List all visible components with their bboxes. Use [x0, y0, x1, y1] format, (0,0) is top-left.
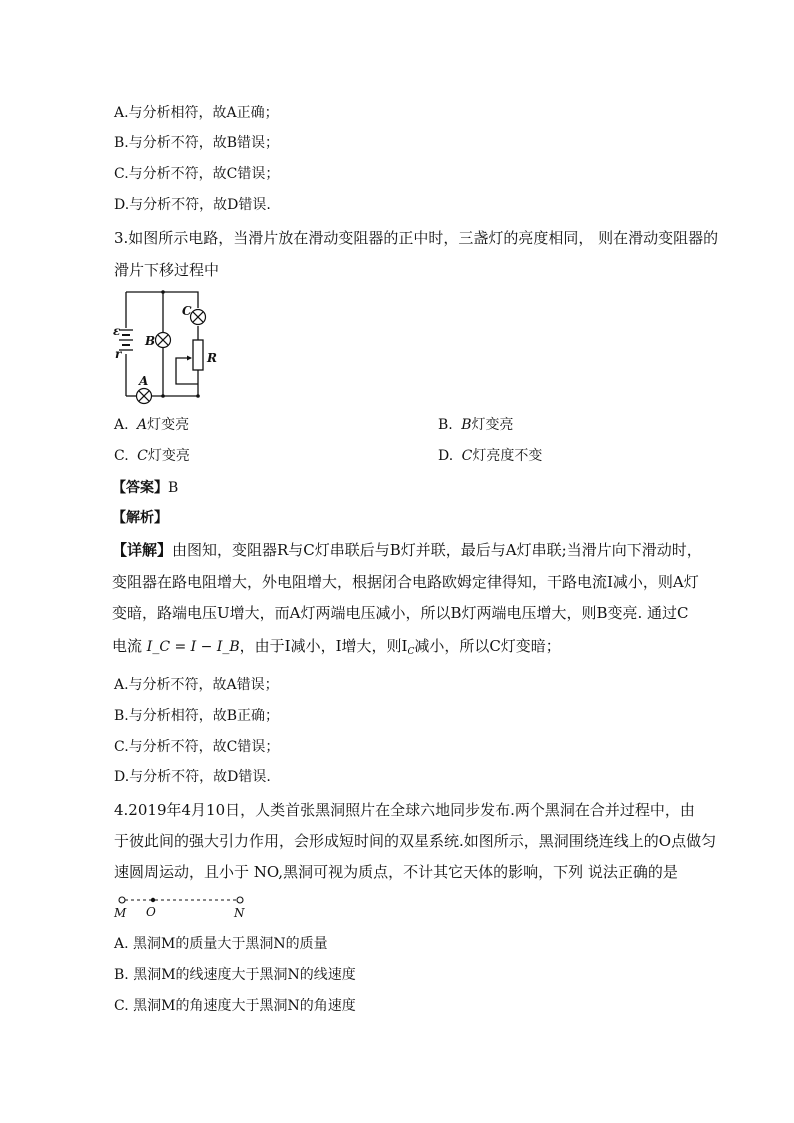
q3-answer [112, 478, 178, 498]
q3-detail-line4 [112, 636, 561, 662]
subscript: C [407, 647, 415, 657]
q4-option-c[interactable]: C. 黑洞M的角速度大于黑洞N的角速度 [114, 998, 356, 1014]
q3-option-a[interactable] [114, 415, 189, 435]
current-formula: I_C = I − I_B [146, 639, 240, 655]
q3-stem-line2: 滑片下移过程中 [114, 261, 220, 279]
label-r-resistor: R [207, 351, 217, 365]
detail-text: 由图知，变阻器R与C灯串联后与B灯并联，最后与A灯串联;当滑片向下滑动时， [172, 541, 702, 559]
answer-value: B [168, 480, 179, 496]
answer-label: 【答案】 [112, 480, 168, 496]
q3-result-a: A.与分析不符，故A错误； [114, 677, 279, 693]
q3-analysis-label: 【解析】 [112, 510, 168, 526]
option-text: 灯变亮 [471, 417, 514, 433]
lamp-b-icon [156, 333, 171, 348]
q3-option-c[interactable] [114, 446, 190, 466]
q4-blackhole-diagram [112, 892, 252, 922]
option-prefix: B. [438, 417, 453, 433]
blackhole-n-icon [237, 897, 243, 903]
option-text: 灯变亮 [147, 448, 190, 464]
prev-answer-c: C.与分析不符，故C错误； [114, 166, 280, 182]
option-prefix: A. [114, 417, 129, 433]
q3-option-d[interactable] [438, 446, 542, 466]
q4-option-b[interactable]: B. 黑洞M的线速度大于黑洞N的线速度 [114, 967, 356, 983]
label-a: A [139, 374, 149, 388]
q3-detail-line1 [112, 540, 702, 560]
q4-option-a[interactable]: A. 黑洞M的质量大于黑洞N的质量 [114, 936, 328, 952]
label-emf: ε [113, 324, 121, 338]
option-var: A [137, 417, 148, 433]
q3-circuit-diagram [112, 286, 222, 406]
blackhole-m-icon [119, 897, 125, 903]
option-text: 灯变亮 [147, 417, 190, 433]
option-prefix: D. [438, 448, 454, 464]
center-o-icon [151, 898, 155, 902]
label-m: M [114, 906, 127, 920]
detail-label: 【详解】 [112, 541, 173, 559]
detail-text: ，由于I减小，I增大，则I [239, 637, 408, 655]
prev-answer-d: D.与分析不符，故D错误. [114, 197, 271, 213]
lamp-a-icon [137, 389, 152, 404]
option-prefix: C. [114, 448, 129, 464]
option-var: B [461, 417, 472, 433]
q3-option-b[interactable] [438, 415, 514, 435]
option-text: 灯亮度不变 [472, 448, 543, 464]
label-r: r [115, 347, 122, 361]
option-var: C [137, 448, 148, 464]
label-c: C [182, 304, 192, 318]
detail-text: 电流 [112, 637, 143, 655]
label-b: B [145, 334, 156, 348]
q3-detail-line3: 变暗，路端电压U增大，而A灯两端电压减小，所以B灯两端电压增大，则B变亮. 通过C [112, 604, 689, 622]
q3-stem-line1: 3.如图所示电路，当滑片放在滑动变阻器的正中时，三盏灯的亮度相同， 则在滑动变阻器的 [114, 229, 719, 247]
q4-stem-line3: 速圆周运动，且小于 NO,黑洞可视为质点，不计其它天体的影响，下列 说法正确的是 [114, 863, 678, 881]
detail-text: 减小，所以C灯变暗； [414, 637, 561, 655]
prev-answer-b: B.与分析不符，故B错误； [114, 135, 280, 151]
label-o: O [146, 905, 156, 919]
q3-detail-line2: 变阻器在路电阻增大，外电阻增大，根据闭合电路欧姆定律得知，干路电流I减小，则A灯 [112, 573, 699, 591]
q3-result-b: B.与分析相符，故B正确； [114, 708, 280, 724]
q3-result-d: D.与分析不符，故D错误. [114, 769, 271, 785]
q3-result-c: C.与分析不符，故C错误； [114, 739, 280, 755]
label-n: N [234, 906, 245, 920]
q4-stem-line1: 4.2019年4月10日，人类首张黑洞照片在全球六地同步发布.两个黑洞在合并过程中，由 [114, 801, 695, 819]
prev-answer-a: A.与分析相符，故A正确； [114, 105, 279, 121]
q4-stem-line2: 于彼此间的强大引力作用，会形成短时间的双星系统.如图所示，黑洞围绕连线上的O点做匀 [114, 832, 717, 850]
lamp-c-icon [191, 310, 206, 325]
option-var: C [461, 448, 473, 464]
